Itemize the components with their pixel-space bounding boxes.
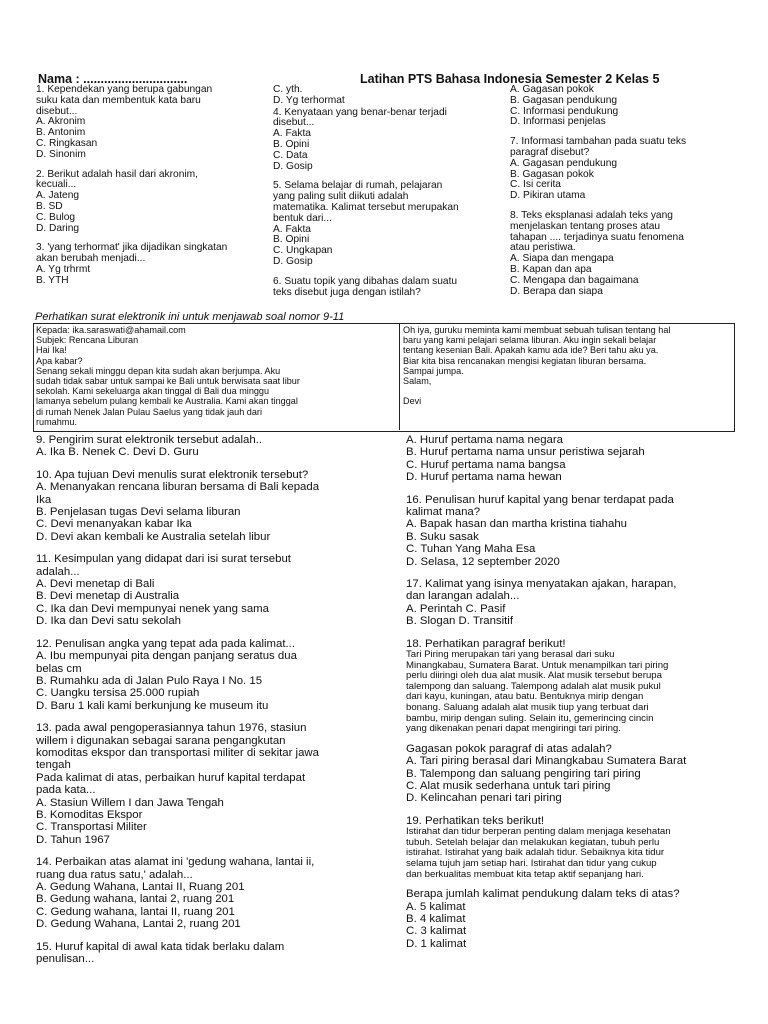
question-11: 11. Kesimpulan yang didapat dari isi surat tersebut adalah... A. Devi menetap di Bali B. Devi menetap di Australia C. Ika dan Devi mempunyai nenek yang sama D. Ika dan Devi satu sekolah (36, 553, 291, 628)
column-1 (36, 85, 266, 287)
lower-left-column (36, 434, 398, 965)
question-17: 17. Kalimat yang isinya menyatakan ajakan, harapan, dan larangan adalah... A. Perintah C. Pasif B. Slogan D. Transitif (406, 578, 677, 628)
question-6-options: A. Gagasan pokok B. Gagasan pendukung C. Informasi pendukung D. Informasi penjelas (510, 84, 619, 128)
column-2 (273, 85, 505, 298)
instruction-text: Perhatikan surat elektronik ini untuk menjawab soal nomor 9-11 (35, 311, 345, 323)
question-15: 15. Huruf kapital di awal kata tidak berlaku dalam penulisan... (36, 940, 285, 966)
question-19-paragraph: Istirahat dan tidur berperan penting dalam menjaga kesehatan tubuh. Setelah belajar dan melakukan kegiatan, tubuh perlu istirahat. Istirahat yang baik adalah tidur. Sebaiknya kita tidur selama tujuh jam setiap hari. Istirahat dan tidur yang cukup dan berkualitas membuat kita tetap aktif sepanjang hari. (406, 826, 671, 880)
question-16: 16. Penulisan huruf kapital yang benar terdapat pada kalimat mana? A. Bapak hasan dan martha kristina tiahahu B. Suku sasak C. Tuhan Yang Maha Esa D. Selasa, 12 september 2020 (406, 493, 674, 568)
email-right-text: Oh iya, guruku meminta kami membuat sebuah tulisan tentang hal baru yang kami pelajari selama liburan. Aku ingin sekali belajar tentang kesenian Bali. Apakah kamu ada ide? Beri tahu aku ya. Biar kita bisa rencanakan mengisi kegiatan liburan bersama. Sampai jumpa. Salam, Devi (403, 325, 671, 407)
email-left-text: Kepada: ika.saraswati@ahamail.com Subjek: Rencana Liburan Hai Ika! Apa kabar? Senang sekali minggu depan kita sudah akan berjumpa. Aku sudah tidak sabar untuk sampai ke Bali untuk berwisata saat libur sekolah. Kami sekeluarga akan tinggal di Bali dua minggu lamanya sebelum pulang kembali ke Australia. Kami akan tinggal di rumah Nenek Jalan Pulau Saelus yang tidak jauh dari rumahmu. (36, 325, 300, 427)
question-4: 4. Kenyataan yang benar-benar terjadi disebut... A. Fakta B. Opini C. Data D. Gosip (273, 106, 447, 172)
question-19-heading: 19. Perhatikan teks berikut! (406, 814, 545, 827)
question-10: 10. Apa tujuan Devi menulis surat elektronik tersebut? A. Menanyakan rencana liburan bersama di Bali kepada Ika B. Penjelasan tugas Devi selama liburan C. Devi menanyakan kabar Ika D. Devi akan kembali ke Australia setelah libur (36, 468, 320, 543)
lower-right-column (406, 434, 736, 950)
question-19-options: Berapa jumlah kalimat pendukung dalam teks di atas? A. 5 kalimat B. 4 kalimat C. 3 kalimat D. 1 kalimat (406, 888, 680, 950)
page-title: Latihan PTS Bahasa Indonesia Semester 2 Kelas 5 (360, 72, 660, 86)
question-6: 6. Suatu topik yang dibahas dalam suatu teks disebut juga dengan istilah? (273, 275, 458, 298)
question-14: 14. Perbaikan atas alamat ini 'gedung wahana, lantai ii, ruang dua ratus satu,' adalah... A. Gedung Wahana, Lantai II, Ruang 201 B. Gedung wahana, lantai 2, ruang 201 C. Gedung wahana, lantai II, ruang 201 D. Gedung Wahana, Lantai 2, ruang 201 (36, 856, 315, 931)
question-1: 1. Kependekan yang berupa gabungan suku kata dan membentuk kata baru disebut... A. Akronim B. Antonim C. Ringkasan D. Sinonim (36, 84, 213, 160)
email-box-divider (399, 323, 400, 430)
question-7: 7. Informasi tambahan pada suatu teks paragraf disebut? A. Gagasan pendukung B. Gagasan pokok C. Isi cerita D. Pikiran utama (510, 136, 687, 202)
question-13: 13. pada awal pengoperasiannya tahun 1976, stasiun willem i digunakan sebagai sarana pengangkutan komoditas ekspor dan transportasi militer di sekitar jawa tengah Pada kalimat di atas, perbaikan huruf kapital terdapat pada kata... A. Stasiun Willem I dan Jawa Tengah B. Komoditas Ekspor C. Transportasi Militer D. Tahun 1967 (36, 722, 319, 846)
question-12: 12. Penulisan angka yang tepat ada pada kalimat... A. Ibu mempunyai pita dengan panjang seratus dua belas cm B. Rumahku ada di Jalan Pulo Raya I No. 15 C. Uangku tersisa 25.000 rupiah D. Baru 1 kali kami berkunjung ke museum itu (36, 637, 297, 712)
name-field-label: Nama : .............................. (38, 72, 188, 86)
question-18-heading: 18. Perhatikan paragraf berikut! (406, 637, 566, 650)
question-15-options: A. Huruf pertama nama negara B. Huruf pertama nama unsur peristiwa sejarah C. Huruf pertama nama bangsa D. Huruf pertama nama hewan (406, 434, 645, 484)
question-2: 2. Berikut adalah hasil dari akronim, kecuali... A. Jateng B. SD C. Bulog D. Daring (36, 168, 198, 234)
question-18-options: Gagasan pokok paragraf di atas adalah? A. Tari piring berasal dari Minangkabau Sumatera Barat B. Talempong dan saluang pengiring tari piring C. Alat musik sederhana untuk tari piring D. Kelincahan penari tari piring (406, 742, 687, 805)
question-18-paragraph: Tari Piring merupakan tari yang berasal dari suku Minangkabau, Sumatera Barat. Untuk menampilkan tari piring perlu diiringi oleh dua alat musik. Alat musik tersebut berupa talempong dan saluang. Talempong adalah alat musik pukul dari kayu, kuningan, atau batu. Bentuknya mirip dengan bonang. Saluang adalah alat musik tiup yang terbuat dari bambu, mirip dengan suling. Selain itu, gemerincing cincin yang dikenakan penari dapat mengiringi tari piring. (406, 649, 669, 735)
question-3-cont: C. yth. D. Yg terhormat (273, 84, 345, 106)
question-5: 5. Selama belajar di rumah, pelajaran yang paling sulit diikuti adalah matematika. Kalimat tersebut merupakan bentuk dari... A. Fakta B. Opini C. Ungkapan D. Gosip (273, 180, 459, 267)
question-9: 9. Pengirim surat elektronik tersebut adalah.. A. Ika B. Nenek C. Devi D. Guru (36, 434, 263, 459)
question-8: 8. Teks eksplanasi adalah teks yang menjelaskan tentang proses atau tahapan .... terjadinya suatu fenomena atau peristiwa. A. Siapa dan mengapa B. Kapan dan apa C. Mengapa dan bagaimana D. Berapa dan siapa (510, 209, 684, 297)
column-3 (510, 85, 738, 297)
question-3: 3. 'yang terhormat' jika dijadikan singkatan akan berubah menjadi... A. Yg trhrmt B. YTH (36, 242, 228, 286)
